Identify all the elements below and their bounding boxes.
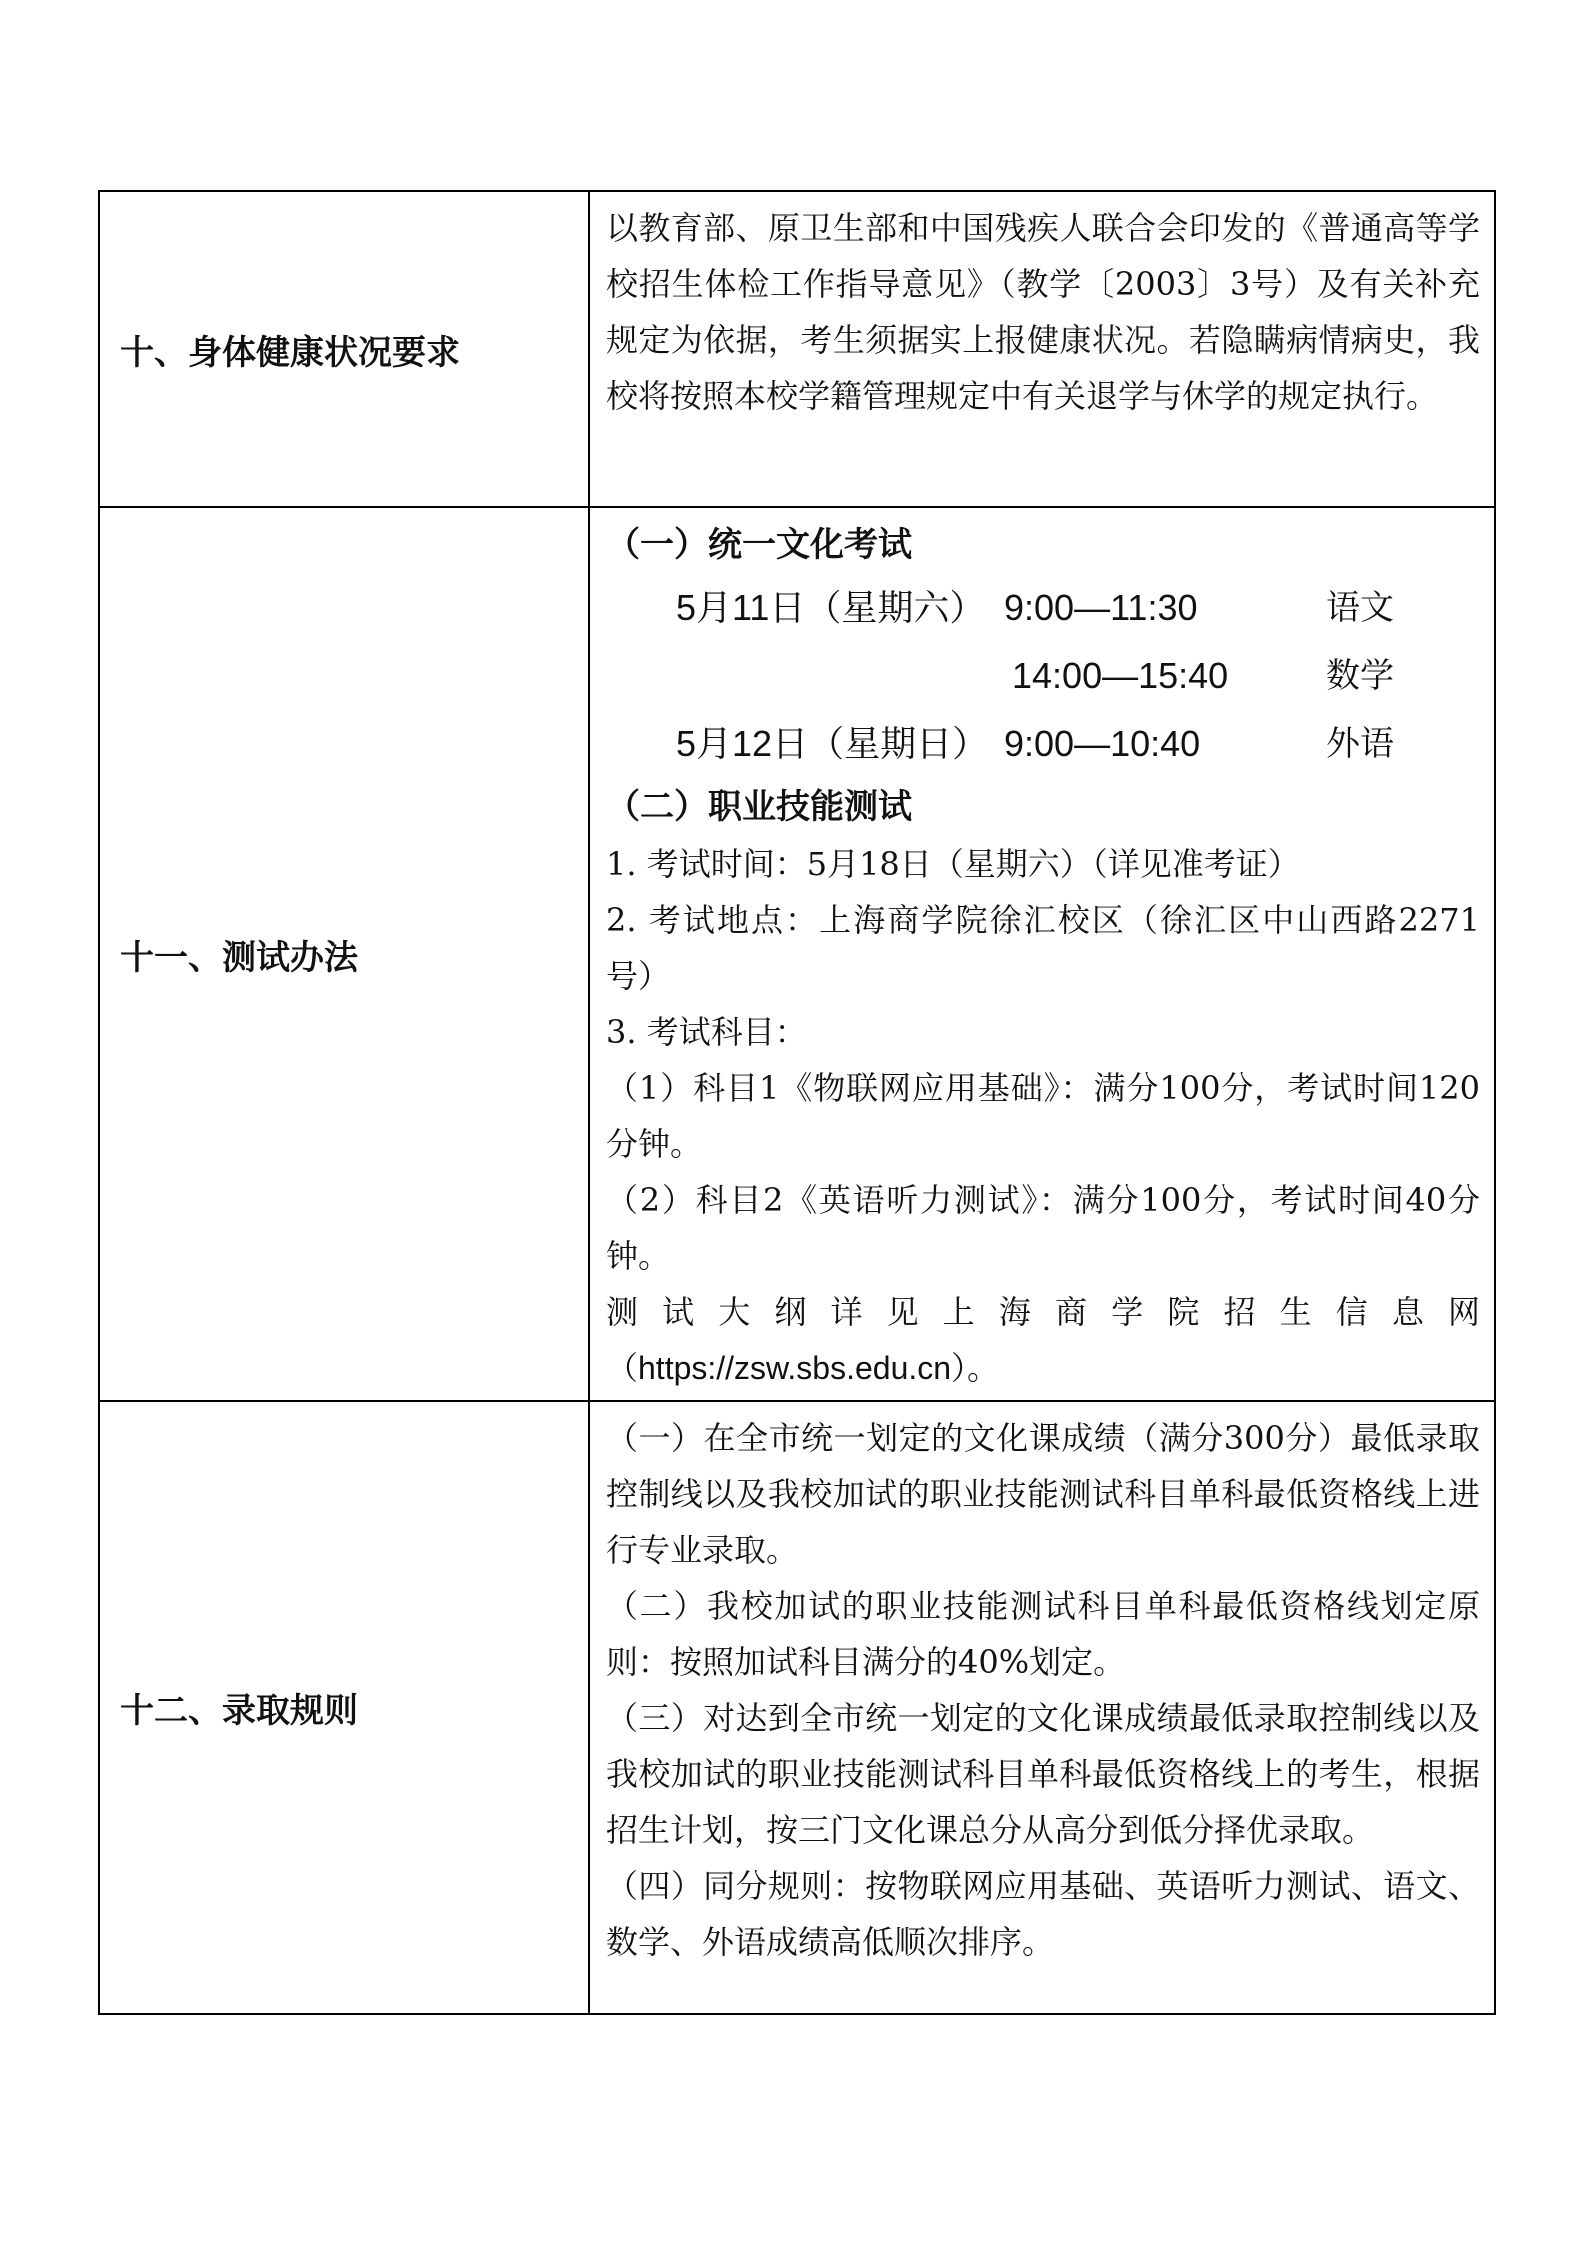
list-item: 2. 考试地点：上海商学院徐汇校区（徐汇区中山西路2271号） xyxy=(606,901,1480,995)
exam-time: 14:00—15:40 xyxy=(1012,655,1229,696)
exam-schedule-row xyxy=(606,642,1480,710)
section-heading-unified-exam: （一）统一文化考试 xyxy=(606,525,912,565)
row-label-health: 十、身体健康状况要求 xyxy=(99,191,589,507)
table-row xyxy=(99,191,1495,507)
exam-schedule-row xyxy=(606,710,1480,778)
exam-time: 9:00—11:30 xyxy=(1004,587,1198,628)
outline-text: 测试大纲详见上海商学院招生信息网 xyxy=(606,1293,1480,1331)
list-item: 3. 考试科目： xyxy=(606,1013,807,1051)
health-content xyxy=(589,191,1495,507)
health-paragraph: 以教育部、原卫生部和中国残疾人联合会印发的《普通高等学校招生体检工作指导意见》（教学〔2003〕3号）及有关补充规定为依据，考生须据实上报健康状况。若隐瞒病情病史，我校将按照本校学籍管理规定中有关退学与休学的规定执行。 xyxy=(606,209,1480,415)
rule-paragraph: （一）在全市统一划定的文化课成绩（满分300分）最低录取控制线以及我校加试的职业技能测试科目单科最低资格线上进行专业录取。 xyxy=(606,1419,1480,1569)
row-label-test-method: 十一、测试办法 xyxy=(99,507,589,1401)
test-method-content xyxy=(589,507,1495,1401)
exam-schedule-row xyxy=(606,574,1480,642)
exam-date: 5月12日（星期日） xyxy=(676,723,989,764)
admission-info-table xyxy=(98,190,1496,2015)
exam-time: 9:00—10:40 xyxy=(1004,723,1201,764)
table-row xyxy=(99,1401,1495,2014)
list-item: （2）科目2《英语听力测试》：满分100分，考试时间40分钟。 xyxy=(606,1181,1480,1275)
exam-date: 5月11日（星期六） xyxy=(676,587,986,628)
rule-paragraph: （三）对达到全市统一划定的文化课成绩最低录取控制线以及我校加试的职业技能测试科目单科最低资格线上的考生，根据招生计划，按三门文化课总分从高分到低分择优录取。 xyxy=(606,1699,1480,1849)
exam-subject: 语文 xyxy=(1326,588,1394,628)
row-label-admission-rules: 十二、录取规则 xyxy=(99,1401,589,2014)
rule-paragraph: （四）同分规则：按物联网应用基础、英语听力测试、语文、数学、外语成绩高低顺次排序。 xyxy=(606,1867,1480,1961)
exam-subject: 数学 xyxy=(1326,656,1394,696)
rule-paragraph: （二）我校加试的职业技能测试科目单科最低资格线划定原则：按照加试科目满分的40%划定。 xyxy=(606,1587,1480,1681)
table-row xyxy=(99,507,1495,1401)
outline-url: （https://zsw.sbs.edu.cn）。 xyxy=(606,1350,1000,1386)
list-item: 1. 考试时间：5月18日（星期六）（详见准考证） xyxy=(606,845,1300,883)
exam-subject: 外语 xyxy=(1326,724,1394,764)
admission-rules-content xyxy=(589,1401,1495,2014)
section-heading-skill-test: （二）职业技能测试 xyxy=(606,787,912,827)
list-item: （1）科目1《物联网应用基础》：满分100分，考试时间120分钟。 xyxy=(606,1069,1480,1163)
